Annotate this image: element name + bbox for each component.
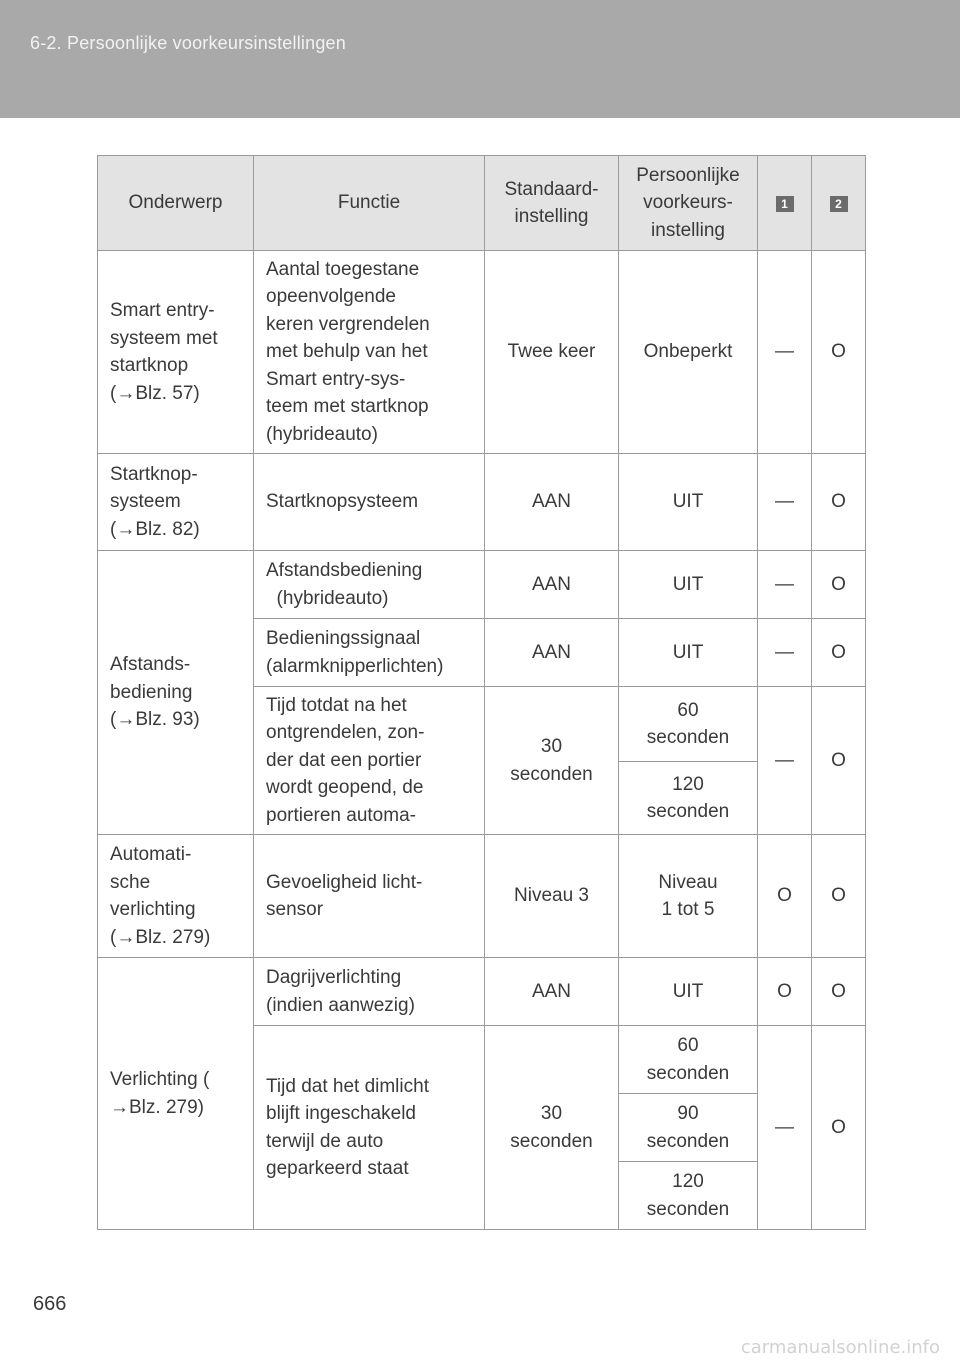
- customization-table: [97, 155, 866, 1230]
- cell-custom: Niveau 1 tot 5: [619, 835, 758, 958]
- cell-custom: UIT: [619, 958, 758, 1026]
- cell-subject: Afstands- bediening (→Blz. 93): [98, 551, 254, 835]
- table-row: [98, 251, 866, 454]
- cell-default: 30 seconden: [485, 687, 619, 835]
- cell-default: Niveau 3: [485, 835, 619, 958]
- cell-default: AAN: [485, 958, 619, 1026]
- cell-function: Aantal toegestane opeenvolgende keren vergrendelen met behulp van het Smart entry-sys- teem met startknop (hybrideauto): [254, 251, 485, 454]
- cell-function: Gevoeligheid licht- sensor: [254, 835, 485, 958]
- cell-col2: O: [812, 687, 866, 835]
- cell-custom: 60 seconden: [619, 687, 758, 762]
- cell-custom: UIT: [619, 551, 758, 619]
- section-title: 6-2. Persoonlijke voorkeursinstellingen: [30, 33, 346, 53]
- cell-col1: —: [758, 551, 812, 619]
- cell-col1: —: [758, 687, 812, 835]
- cell-custom: 120 seconden: [619, 762, 758, 835]
- cell-custom: 90 seconden: [619, 1094, 758, 1162]
- cell-default: 30 seconden: [485, 1026, 619, 1230]
- cell-col2: O: [812, 835, 866, 958]
- cell-col1: —: [758, 251, 812, 454]
- cell-col2: O: [812, 619, 866, 687]
- cell-col2: O: [812, 958, 866, 1026]
- header-subject: Onderwerp: [98, 156, 254, 251]
- cell-col2: O: [812, 1026, 866, 1230]
- header-function: Functie: [254, 156, 485, 251]
- page-header-band: [0, 0, 960, 118]
- cell-function: Tijd totdat na het ontgrendelen, zon- der dat een portier wordt geopend, de portieren automa-: [254, 687, 485, 835]
- cell-custom: 120 seconden: [619, 1162, 758, 1230]
- page-number: 666: [33, 1293, 67, 1315]
- cell-custom: 60 seconden: [619, 1026, 758, 1094]
- cell-default: AAN: [485, 551, 619, 619]
- table-row: [98, 958, 866, 1026]
- number-2-icon: 2: [830, 196, 848, 212]
- cell-col2: O: [812, 454, 866, 551]
- number-1-icon: 1: [776, 196, 794, 212]
- cell-default: Twee keer: [485, 251, 619, 454]
- cell-function: Dagrijverlichting (indien aanwezig): [254, 958, 485, 1026]
- table-header-row: [98, 156, 866, 251]
- cell-col1: O: [758, 958, 812, 1026]
- cell-default: AAN: [485, 454, 619, 551]
- cell-function: Startknopsysteem: [254, 454, 485, 551]
- cell-col2: O: [812, 251, 866, 454]
- cell-function: Afstandsbediening (hybrideauto): [254, 551, 485, 619]
- cell-subject: Smart entry- systeem met startknop (→Blz. 57): [98, 251, 254, 454]
- cell-col1: —: [758, 1026, 812, 1230]
- cell-custom: UIT: [619, 454, 758, 551]
- cell-col2: O: [812, 551, 866, 619]
- header-col-2: [812, 156, 866, 251]
- cell-subject: Verlichting ( →Blz. 279): [98, 958, 254, 1230]
- table-row: [98, 551, 866, 619]
- table-row: [98, 835, 866, 958]
- header-custom-setting: Persoonlijke voorkeurs- instelling: [619, 156, 758, 251]
- cell-function: Bedieningssignaal (alarmknipperlichten): [254, 619, 485, 687]
- watermark: carmanualsonline.info: [740, 1337, 940, 1358]
- cell-subject: Automati- sche verlichting (→Blz. 279): [98, 835, 254, 958]
- cell-subject: Startknop- systeem (→Blz. 82): [98, 454, 254, 551]
- cell-function: Tijd dat het dimlicht blijft ingeschakeld terwijl de auto geparkeerd staat: [254, 1026, 485, 1230]
- header-default-setting: Standaard- instelling: [485, 156, 619, 251]
- header-col-1: [758, 156, 812, 251]
- cell-col1: —: [758, 454, 812, 551]
- cell-custom: UIT: [619, 619, 758, 687]
- cell-col1: O: [758, 835, 812, 958]
- cell-custom: Onbeperkt: [619, 251, 758, 454]
- table-row: [98, 454, 866, 551]
- cell-col1: —: [758, 619, 812, 687]
- cell-default: AAN: [485, 619, 619, 687]
